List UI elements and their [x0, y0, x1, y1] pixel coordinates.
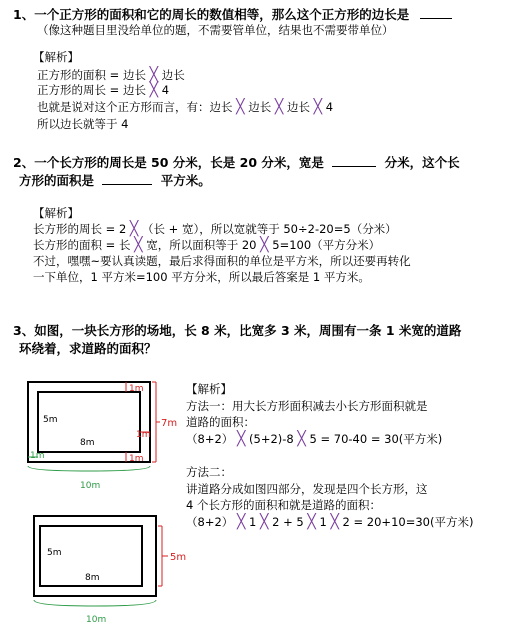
- text: （长 + 宽），所以宽就等于 50÷2-20=5（分米）: [142, 222, 397, 236]
- times-icon: ╳: [236, 514, 246, 530]
- times-icon: ╳: [260, 237, 269, 253]
- times-icon: ╳: [149, 67, 159, 83]
- text: （8+2）: [186, 515, 234, 529]
- text: 2 = 20+10=30(平方米): [342, 515, 474, 529]
- q3-method1-c: [186, 431, 442, 447]
- inner-height-label: 5m: [47, 548, 62, 558]
- text: 边长: [287, 100, 310, 114]
- times-icon: ╳: [129, 221, 139, 237]
- q2-line1: [33, 221, 397, 237]
- q1-note: （像这种题目里没给单位的题，不需要管单位，结果也不需要带单位）: [37, 23, 394, 37]
- times-icon: ╳: [260, 514, 269, 530]
- text: 宽，所以面积等于 20: [146, 238, 257, 252]
- text: 也就是说对这个正方形而言，有：边长: [37, 100, 233, 114]
- inner-height-label: 5m: [43, 415, 58, 425]
- times-icon: ╳: [313, 99, 323, 115]
- q3-analysis-label: 【解析】: [186, 382, 232, 396]
- road-diagram-method1: [0, 370, 185, 495]
- q1-answer-blank: [420, 8, 452, 19]
- times-icon: ╳: [330, 514, 339, 530]
- times-icon: ╳: [236, 99, 245, 115]
- road-diagram-method2: [0, 510, 200, 636]
- q1-line3: [37, 99, 333, 115]
- text: 1: [319, 515, 327, 529]
- outer-width-brace: [28, 466, 150, 471]
- q3-method2-b: 讲道路分成如图四部分，发现是四个长方形，这: [186, 482, 428, 496]
- text: 边长: [161, 68, 185, 82]
- q1-line2: [37, 82, 169, 98]
- inner-width-label: 8m: [85, 573, 100, 583]
- q3-method2-a: 方法二：: [186, 465, 232, 479]
- outer-height-label: 7m: [161, 418, 178, 429]
- outer-width-brace: [34, 600, 156, 606]
- text: 5 = 70-40 = 30(平方米): [309, 432, 443, 446]
- right-label: 5m: [170, 552, 187, 563]
- text: 长方形的周长 = 2: [33, 222, 127, 236]
- q2-line2: [33, 237, 380, 253]
- road-top-label: 1m: [129, 384, 144, 394]
- outer-width-label: 10m: [86, 615, 107, 625]
- times-icon: ╳: [297, 431, 306, 447]
- text: 长方形的面积 = 长: [33, 238, 131, 252]
- text: 1: [249, 515, 257, 529]
- q2-line3: 不过，嘿嘿~要认真读题，最后求得面积的单位是平方米，所以还要再转化: [33, 254, 411, 268]
- text: 平方米。: [160, 173, 211, 188]
- times-icon: ╳: [134, 237, 143, 253]
- q2-analysis-label: 【解析】: [33, 206, 79, 220]
- text: （8+2）: [186, 432, 234, 446]
- q3-title-line1: 3、如图，一块长方形的场地，长 8 米，比宽多 3 米，周围有一条 1 米宽的道路: [13, 323, 462, 338]
- text: 边长: [248, 100, 272, 114]
- text: 正方形的周长 = 边长: [37, 83, 146, 97]
- times-icon: ╳: [274, 99, 284, 115]
- q1-title: [13, 5, 452, 23]
- q2-line4: 一下单位，1 平方米=100 平方分米，所以最后答案是 1 平方米。: [33, 270, 370, 284]
- q2-title-line1: [13, 153, 460, 171]
- text: 2、一个长方形的周长是 50 分米，长是 20 分米，宽是: [13, 155, 324, 170]
- road-bottom-right-label: 1m: [129, 454, 144, 464]
- q3-title-line2: 环绕着，求道路的面积？: [19, 341, 157, 356]
- road-bottom-left-label: 1m: [30, 451, 45, 461]
- text: 2 + 5: [272, 515, 304, 529]
- q2-blank-area: [102, 174, 152, 185]
- text: 4: [325, 100, 334, 114]
- q2-blank-width: [332, 156, 376, 167]
- text: 方形的面积是: [19, 173, 95, 188]
- road-right-label: 1m: [136, 430, 151, 440]
- times-icon: ╳: [236, 431, 246, 447]
- outer-width-label: 10m: [80, 481, 101, 491]
- inner-width-label: 8m: [80, 438, 95, 448]
- text: 正方形的面积 = 边长: [37, 68, 146, 82]
- q1-line4: 所以边长就等于 4: [37, 117, 129, 131]
- text: 4: [161, 83, 170, 97]
- q2-title-line2: [19, 171, 211, 189]
- text: (5+2)-8: [249, 432, 294, 446]
- times-icon: ╳: [307, 514, 316, 530]
- q3-method2-d: [186, 514, 473, 530]
- text: 分米，这个长: [384, 155, 460, 170]
- text: 5=100（平方分米）: [272, 238, 381, 252]
- q3-method2-c: 4 个长方形的面积和就是道路的面积：: [186, 498, 381, 512]
- times-icon: ╳: [149, 82, 159, 98]
- q1-analysis-label: 【解析】: [33, 50, 79, 64]
- q3-method1-b: 道路的面积：: [186, 415, 255, 429]
- q3-method1-a: 方法一：用大长方形面积减去小长方形面积就是: [186, 399, 428, 413]
- q1-title-text: 1、一个正方形的面积和它的周长的数值相等，那么这个正方形的边长是: [13, 7, 410, 22]
- q1-line1: [37, 67, 185, 83]
